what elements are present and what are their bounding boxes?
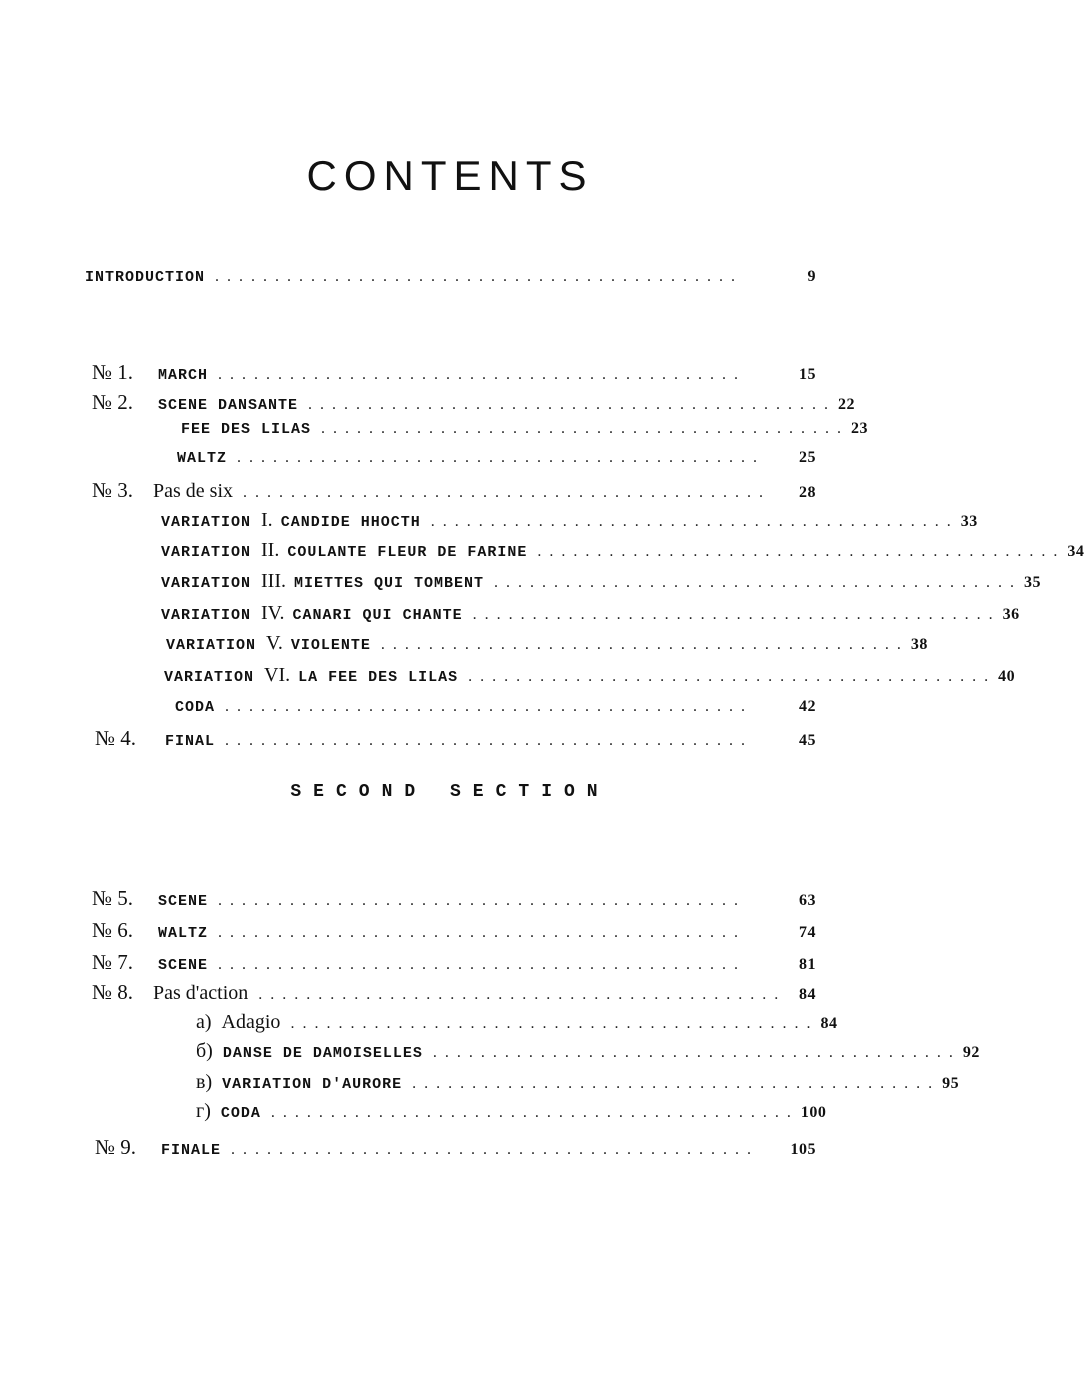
entry-title: SCENE DANSANTE — [158, 397, 299, 414]
dot-leader: ............................................ — [237, 449, 766, 466]
entry-title: DANSE DE DAMOISELLES — [222, 1045, 423, 1062]
toc-entry-variation-6 — [164, 664, 1016, 692]
entry-title: Adagio — [221, 1011, 281, 1033]
page-number: 22 — [838, 396, 856, 413]
entry-number: № 9. — [95, 1135, 137, 1159]
page-number: 34 — [1067, 543, 1084, 560]
toc-entry-introduction — [85, 268, 816, 296]
page-number: 23 — [851, 420, 869, 437]
roman-numeral: I. — [261, 509, 273, 531]
dot-leader: ............................................ — [321, 420, 850, 437]
page-number: 100 — [800, 1104, 827, 1121]
entry-number: № 2. — [92, 390, 134, 414]
page-number: 63 — [799, 892, 816, 909]
toc-entry-coda-2 — [196, 1100, 827, 1128]
toc-entry-waltz — [177, 449, 816, 477]
dot-leader: ............................................ — [218, 956, 747, 973]
section-heading: SECOND SECTION — [290, 782, 610, 802]
toc-entry-no9 — [95, 1135, 816, 1163]
entry-title: VIOLENTE — [290, 637, 371, 654]
dot-leader: ............................................ — [494, 574, 1023, 591]
page-number: 84 — [799, 986, 816, 1003]
page-number: 33 — [960, 513, 978, 530]
toc-entry-no4 — [95, 726, 816, 754]
entry-number: № 5. — [92, 886, 134, 910]
toc-entry-variation-4 — [161, 602, 1020, 630]
page-number: 35 — [1024, 574, 1042, 591]
dot-leader: ............................................ — [258, 986, 787, 1003]
page-number: 36 — [1002, 606, 1020, 623]
page-number: 9 — [807, 268, 816, 285]
toc-entry-adagio — [196, 1011, 838, 1039]
page-title: CONTENTS — [306, 152, 594, 199]
page-number: 38 — [910, 636, 928, 653]
roman-numeral: II. — [261, 539, 280, 561]
roman-numeral: IV. — [261, 602, 285, 624]
entry-title: CANARI QUI CHANTE — [292, 607, 463, 624]
toc-entry-variation-3 — [161, 570, 1042, 598]
variation-label: VARIATION — [166, 637, 257, 654]
dot-leader: ............................................ — [308, 396, 837, 413]
page-number: 84 — [820, 1015, 838, 1032]
toc-entry-no2 — [92, 390, 856, 418]
entry-title: MARCH — [158, 367, 209, 384]
toc-entry-no5 — [92, 886, 816, 914]
entry-number: № 8. — [92, 980, 134, 1004]
dot-leader: ............................................ — [380, 636, 909, 653]
variation-label: VARIATION — [161, 607, 252, 624]
page-number: 81 — [799, 956, 816, 973]
dot-leader: ............................................ — [537, 543, 1066, 560]
dot-leader: ............................................ — [290, 1015, 819, 1032]
entry-title: MIETTES QUI TOMBENT — [294, 575, 485, 592]
entry-number: № 7. — [92, 950, 134, 974]
roman-numeral: VI. — [264, 664, 291, 686]
entry-title: FINALE — [161, 1142, 222, 1159]
dot-leader: ............................................ — [231, 1141, 760, 1158]
dot-leader: ............................................ — [218, 366, 747, 383]
page-number: 92 — [962, 1044, 980, 1061]
entry-title: SCENE — [158, 957, 209, 974]
dot-leader: ............................................ — [225, 698, 754, 715]
page-number: 15 — [799, 366, 816, 383]
entry-title: WALTZ — [158, 925, 209, 942]
entry-title: LA FEE DES LILAS — [298, 669, 459, 686]
entry-number: № 1. — [92, 360, 134, 384]
dot-leader: ............................................ — [215, 268, 744, 285]
entry-title: CANDIDE НHOCTH — [280, 514, 421, 531]
entry-title: Pas d'action — [153, 982, 249, 1004]
entry-title: FINAL — [165, 733, 216, 750]
sub-letter: a) — [196, 1011, 212, 1033]
toc-entry-fee-des-lilas — [181, 420, 869, 448]
page-number: 28 — [799, 484, 816, 501]
toc-entry-variation-2 — [161, 539, 1084, 567]
toc-entry-variation-5 — [166, 632, 928, 660]
sub-letter: г) — [196, 1100, 211, 1122]
page-number: 45 — [799, 732, 816, 749]
dot-leader: ............................................ — [430, 513, 959, 530]
page-number: 105 — [790, 1141, 816, 1158]
sub-letter: в) — [196, 1071, 213, 1093]
dot-leader: ............................................ — [468, 668, 997, 685]
variation-label: VARIATION — [161, 575, 252, 592]
entry-title: WALTZ — [177, 450, 228, 467]
toc-entry-danse-de-damoiselles — [196, 1040, 980, 1068]
entry-number: № 3. — [92, 478, 134, 502]
entry-title: CODA — [220, 1105, 261, 1122]
entry-title: CODA — [175, 699, 216, 716]
entry-title: COULANTE FLEUR DE FARINE — [287, 544, 528, 561]
dot-leader: ............................................ — [432, 1044, 961, 1061]
page-number: 95 — [942, 1075, 960, 1092]
toc-entry-variation-d-aurore — [196, 1071, 960, 1099]
page-number: 74 — [799, 924, 816, 941]
entry-title: VARIATION D'AURORE — [222, 1076, 403, 1093]
dot-leader: ............................................ — [270, 1104, 799, 1121]
variation-label: VARIATION — [161, 544, 252, 561]
dot-leader: ............................................ — [218, 924, 747, 941]
dot-leader: ............................................ — [472, 606, 1001, 623]
toc-entry-variation-1 — [161, 509, 978, 537]
toc-entry-coda — [175, 698, 816, 726]
dot-leader: ............................................ — [225, 732, 754, 749]
toc-entry-no3 — [92, 478, 816, 506]
roman-numeral: V. — [266, 632, 283, 654]
dot-leader: ............................................ — [412, 1075, 941, 1092]
page-number: 42 — [799, 698, 816, 715]
page-number: 25 — [799, 449, 816, 466]
entry-title: SCENE — [158, 893, 209, 910]
entry-title: Pas de six — [153, 480, 233, 502]
toc-entry-no1 — [92, 360, 816, 388]
toc-entry-no8 — [92, 980, 816, 1008]
dot-leader: ............................................ — [218, 892, 747, 909]
page-number: 40 — [998, 668, 1016, 685]
entry-title: INTRODUCTION — [85, 269, 206, 286]
dot-leader: ............................................ — [243, 484, 771, 501]
toc-entry-no6 — [92, 918, 816, 946]
variation-label: VARIATION — [161, 514, 252, 531]
entry-number: № 4. — [95, 726, 137, 750]
entry-number: № 6. — [92, 918, 134, 942]
roman-numeral: III. — [261, 570, 286, 592]
sub-letter: б) — [196, 1040, 213, 1062]
toc-entry-no7 — [92, 950, 816, 978]
variation-label: VARIATION — [164, 669, 255, 686]
entry-title: FEE DES LILAS — [181, 421, 312, 438]
